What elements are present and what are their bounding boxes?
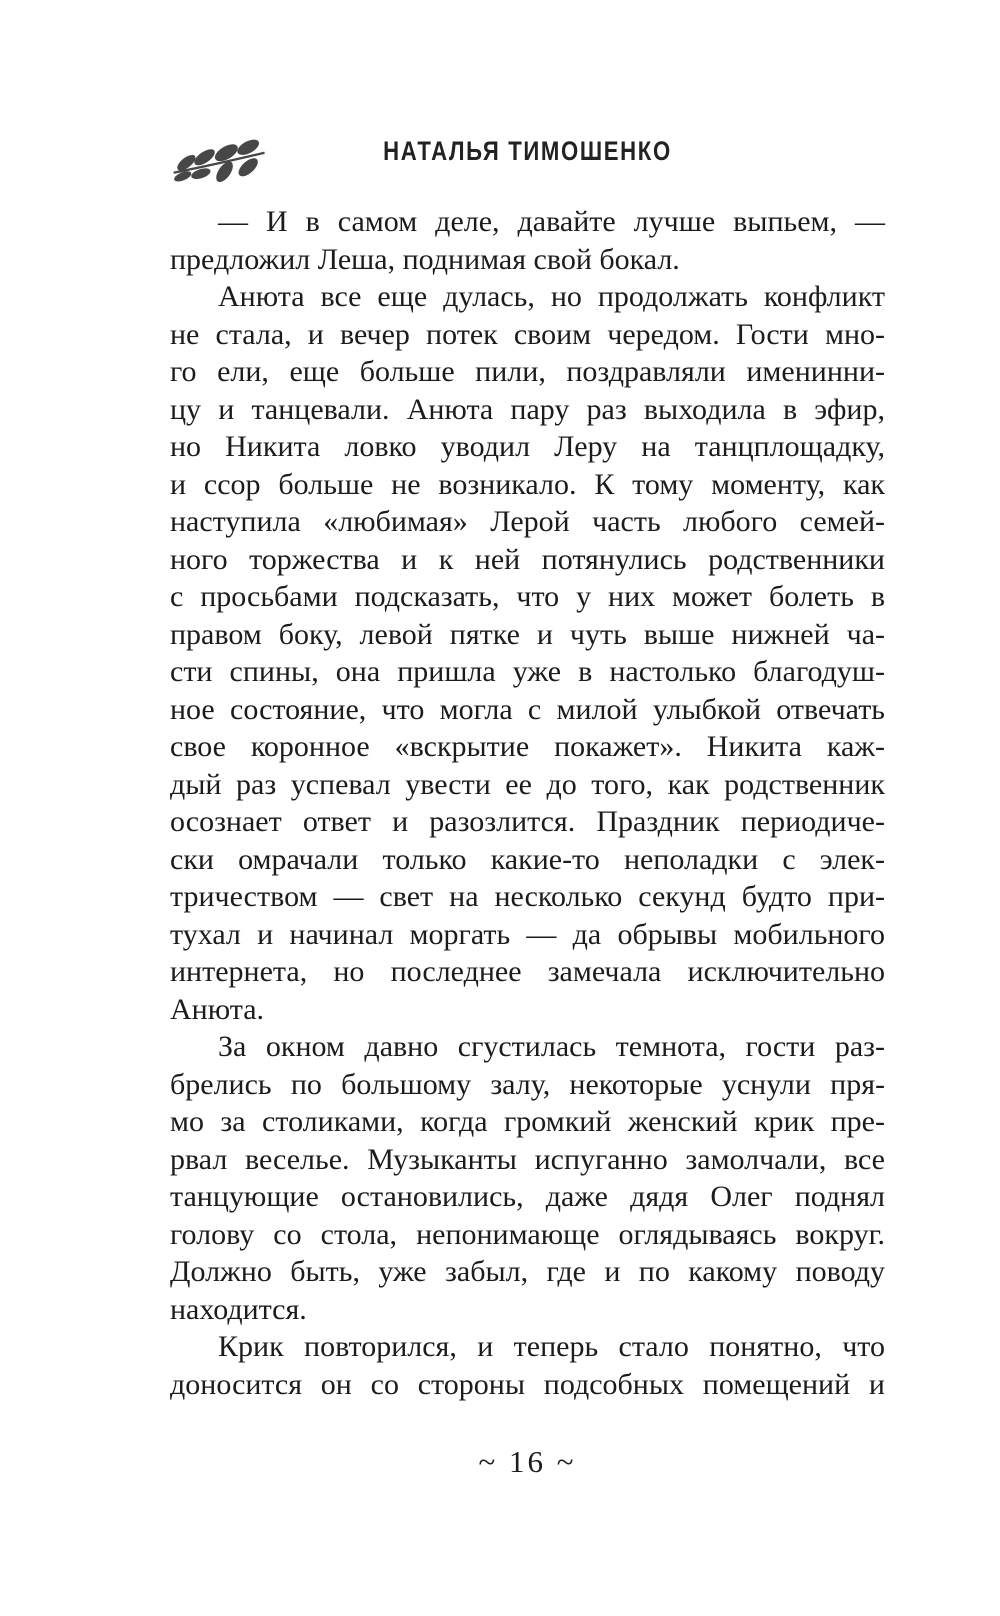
body-line: тричеством — свет на несколько секунд будто при-: [170, 880, 885, 913]
body-line: танцующие остановились, даже дядя Олег поднял: [170, 1180, 885, 1213]
body-line: предложил Леша, поднимая свой бокал.: [170, 242, 680, 276]
body-line: голову со стола, непонимающе оглядываясь вокруг.: [170, 1217, 885, 1251]
body-line: рвал веселье. Музыканты испуганно замолчали, все: [170, 1142, 885, 1176]
body-line: Крик повторился, и теперь стало понятно, что: [218, 1330, 885, 1363]
body-line: Анюта.: [170, 992, 265, 1026]
body-line: правом боку, левой пятке и чуть выше нижней ча-: [170, 617, 885, 651]
running-header-author: НАТАЛЬЯ ТИМОШЕНКО: [383, 136, 672, 166]
body-line: ски омрачали только какие-то неполадки с элек-: [170, 842, 885, 876]
body-line: осознает ответ и разозлится. Праздник периодиче-: [170, 805, 885, 838]
body-line: тухал и начинал моргать — да обрывы мобильного: [170, 917, 885, 951]
body-line: Должно быть, уже забыл, где и по какому поводу: [170, 1255, 885, 1288]
body-line: интернета, но последнее замечала исключительно: [170, 955, 885, 988]
body-line: наступила «любимая» Лерой часть любого семей-: [170, 505, 885, 538]
body-line: го ели, еще больше пили, поздравляли именинни-: [170, 355, 885, 388]
body-line: находится.: [170, 1292, 307, 1326]
body-line: не стала, и вечер потек своим чередом. Гости мно-: [170, 317, 885, 351]
running-header: [170, 126, 885, 186]
body-line: с просьбами подсказать, что у них может болеть в: [170, 580, 885, 613]
body-line: Анюта все еще дулась, но продолжать конфликт: [218, 280, 885, 313]
body-line: сти спины, она пришла уже в настолько благодуш-: [170, 655, 885, 688]
body-line: свое коронное «вскрытие покажет». Никита каж-: [170, 730, 885, 763]
body-line: но Никита ловко уводил Леру на танцплощадку,: [170, 430, 885, 463]
page-number: ~ 16 ~: [478, 1444, 577, 1479]
body-text: [170, 203, 885, 1403]
body-line: цу и танцевали. Анюта пару раз выходила в эфир,: [170, 392, 885, 426]
body-line: мо за столиками, когда громкий женский крик пре-: [170, 1105, 885, 1138]
body-line: дый раз успевал увести ее до того, как родственник: [170, 767, 885, 801]
body-line: доносится он со стороны подсобных помещений и: [170, 1367, 885, 1401]
body-line: За окном давно сгустилась темнота, гости раз-: [218, 1030, 885, 1063]
body-line: ное состояние, что могла с милой улыбкой отвечать: [170, 692, 885, 726]
body-line: ного торжества и к ней потянулись родственники: [170, 542, 885, 576]
body-line: и ссор больше не возникало. К тому моменту, как: [170, 467, 885, 501]
body-line: — И в самом деле, давайте лучше выпьем, —: [218, 205, 885, 238]
body-line: брелись по большому залу, некоторые уснули пря-: [170, 1067, 885, 1101]
